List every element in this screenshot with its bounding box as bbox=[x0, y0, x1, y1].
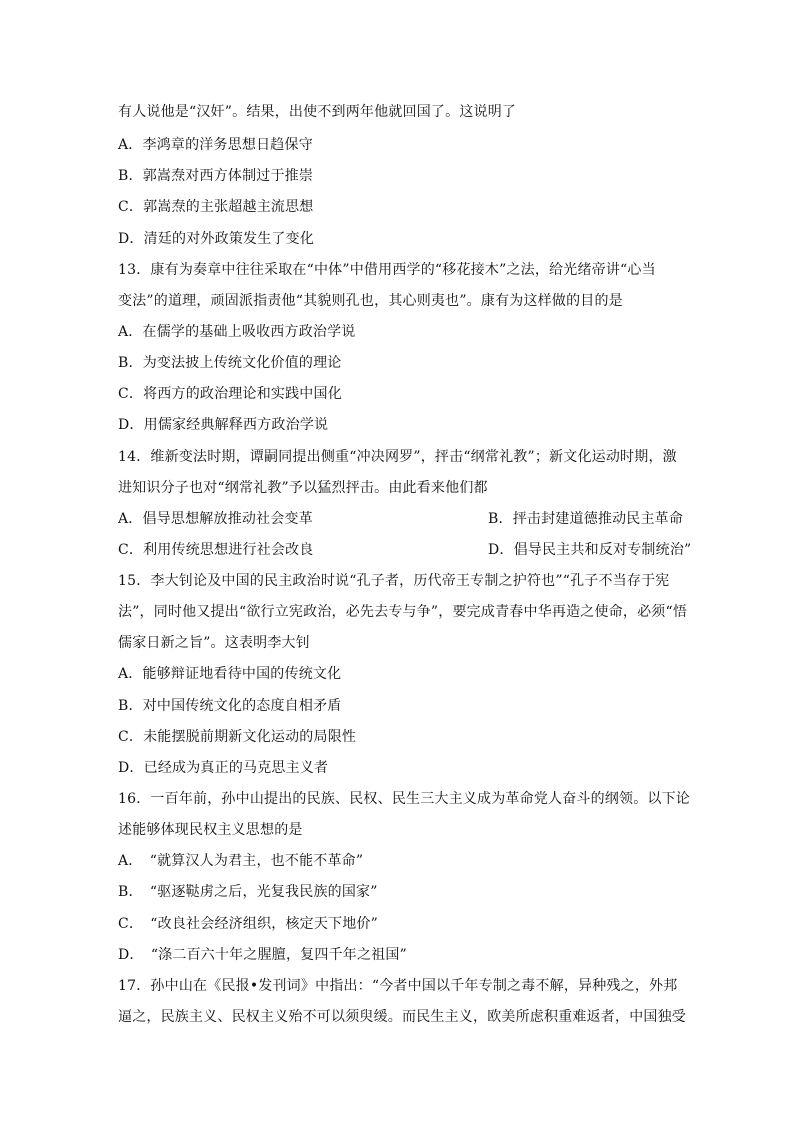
q14-option-b: B．抨击封建道德推动民主革命 bbox=[488, 511, 684, 527]
q15-option-c: C．未能摆脱前期新文化运动的局限性 bbox=[118, 729, 357, 745]
q15-option-a: A．能够辩证地看待中国的传统文化 bbox=[118, 666, 342, 682]
q12-option-b: B．郭嵩焘对西方体制过于推崇 bbox=[118, 168, 314, 184]
q13-stem-line-1: 13．康有为奏章中往往采取在“中体”中借用西学的“移花接木”之法，给光绪帝讲“心当 bbox=[118, 262, 656, 278]
q16-stem-line-1: 16．一百年前，孙中山提出的民族、民权、民生三大主义成为革命党人奋斗的纲领。以下论 bbox=[118, 791, 691, 807]
q12-option-c: C．郭嵩焘的主张超越主流思想 bbox=[118, 199, 314, 215]
q17-stem-line-2: 逼之，民族主义、民权主义殆不可以须臾缓。而民生主义，欧美所虑积重难返者，中国独受 bbox=[118, 1009, 686, 1025]
q12-stem-tail: 有人说他是“汉奸”。结果，出使不到两年他就回国了。这说明了 bbox=[118, 104, 517, 120]
q16-option-b: B． “驱逐鞑虏之后，光复我民族的国家” bbox=[118, 884, 378, 900]
q16-option-a: A． “就算汉人为君主，也不能不革命” bbox=[118, 853, 364, 869]
q14-options-row-2 bbox=[118, 542, 692, 558]
q12-option-a: A．李鸿章的洋务思想日趋保守 bbox=[118, 137, 313, 153]
q13-option-b: B．为变法披上传统文化价值的理论 bbox=[118, 355, 342, 371]
q17-stem-line-1: 17．孙中山在《民报•发刊词》中指出：“今者中国以千年专制之毒不解，异种残之，外邦 bbox=[118, 978, 678, 994]
q14-options-row-1 bbox=[118, 511, 684, 527]
q16-stem-line-2: 述能够体现民权主义思想的是 bbox=[118, 822, 303, 838]
q14-option-c: C．利用传统思想进行社会改良 bbox=[118, 542, 314, 558]
q13-option-a: A．在儒学的基础上吸收西方政治学说 bbox=[118, 324, 356, 340]
q13-stem-line-2: 变法”的道理，顽固派指责他“其貌则孔也，其心则夷也”。康有为这样做的目的是 bbox=[118, 293, 623, 309]
q15-stem-line-3: 儒家日新之旨”。这表明李大钊 bbox=[118, 635, 310, 651]
q14-option-a: A．倡导思想解放推动社会变革 bbox=[118, 511, 313, 527]
q15-stem-line-1: 15．李大钊论及中国的民主政治时说“孔子者，历代帝王专制之护符也”“孔子不当存于宪 bbox=[118, 573, 670, 589]
q14-option-d: D．倡导民主共和反对专制统治” bbox=[488, 542, 692, 558]
q13-option-c: C．将西方的政治理论和实践中国化 bbox=[118, 386, 342, 402]
q14-stem-line-2: 进知识分子也对“纲常礼教”予以猛烈抨击。由此看来他们都 bbox=[118, 480, 488, 496]
q16-option-c: C． “改良社会经济组织，核定天下地价” bbox=[118, 916, 379, 932]
q14-stem-line-1: 14．维新变法时期，谭嗣同提出侧重“冲决网罗”，抨击“纲常礼教”；新文化运动时期，激 bbox=[118, 449, 677, 465]
q13-option-d: D．用儒家经典解释西方政治学说 bbox=[118, 417, 329, 433]
q15-option-b: B．对中国传统文化的态度自相矛盾 bbox=[118, 698, 342, 714]
q15-option-d: D．已经成为真正的马克思主义者 bbox=[118, 760, 329, 776]
q12-option-d: D．清廷的对外政策发生了变化 bbox=[118, 231, 315, 247]
q16-option-d: D． “涤二百六十年之腥膻，复四千年之祖国” bbox=[118, 947, 407, 963]
q15-stem-line-2: 法”，同时他又提出“欲行立宪政治，必先去专与争”，要完成青春中华再造之使命，必须“悟 bbox=[118, 604, 688, 620]
